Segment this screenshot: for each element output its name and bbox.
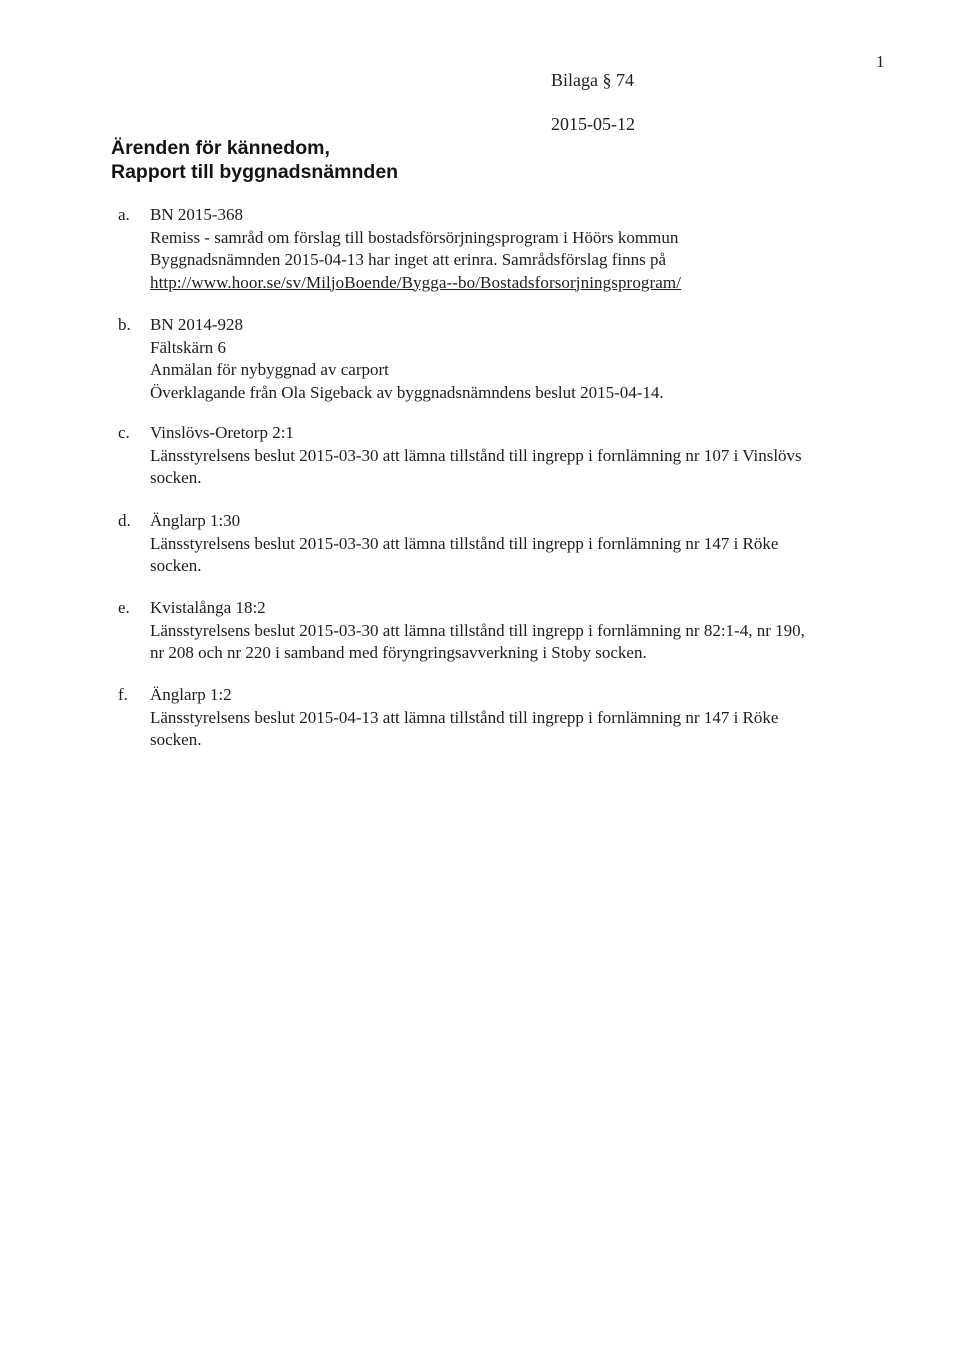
item-case-number: BN 2015-368 (150, 205, 244, 224)
item-text-line: Länsstyrelsens beslut 2015-03-30 att lämna tillstånd till ingrepp i fornlämning nr 147 i Röke (150, 533, 779, 553)
item-text-line: Överklagande från Ola Sigeback av byggnadsnämndens beslut 2015-04-14. (150, 382, 664, 402)
item-letter: a. (118, 205, 130, 224)
item-letter: b. (118, 315, 131, 334)
item-property: Änglarp 1:2 (150, 685, 232, 704)
list-item-b (118, 314, 878, 404)
item-text-line: Länsstyrelsens beslut 2015-03-30 att lämna tillstånd till ingrepp i fornlämning nr 82:1-4, nr 190, (150, 620, 805, 640)
document-title (111, 136, 398, 184)
title-line-1: Ärenden för kännedom, (111, 137, 330, 159)
title-line-2: Rapport till byggnadsnämnden (111, 161, 399, 183)
item-property: Änglarp 1:30 (150, 511, 241, 530)
item-letter: e. (118, 598, 130, 617)
item-property: Kvistalånga 18:2 (150, 598, 266, 617)
item-property: Vinslövs-Oretorp 2:1 (150, 423, 294, 442)
item-text-line: socken. (150, 556, 202, 575)
item-text-line: Fältskärn 6 (150, 337, 227, 357)
bostadsprogram-link[interactable]: http://www.hoor.se/sv/MiljoBoende/Bygga--bo/Bostadsforsorjningsprogram/ (150, 272, 682, 292)
item-letter: f. (118, 685, 128, 704)
item-text-line: socken. (150, 730, 202, 749)
list-item-a (118, 204, 878, 294)
item-text-line: Länsstyrelsens beslut 2015-04-13 att lämna tillstånd till ingrepp i fornlämning nr 147 i Röke (150, 707, 779, 727)
item-text-line: Remiss - samråd om förslag till bostadsförsörjningsprogram i Höörs kommun (150, 227, 679, 247)
item-text-line: Länsstyrelsens beslut 2015-03-30 att lämna tillstånd till ingrepp i fornlämning nr 107 i Vinslövs (150, 445, 802, 465)
list-item-f (118, 684, 878, 752)
item-text-line: nr 208 och nr 220 i samband med föryngringsavverkning i Stoby socken. (150, 643, 647, 662)
item-text-line: Byggnadsnämnden 2015-04-13 har inget att erinra. Samrådsförslag finns på (150, 250, 667, 269)
item-text-line: Anmälan för nybyggnad av carport (150, 360, 389, 379)
item-case-number: BN 2014-928 (150, 315, 244, 334)
list-item-e (118, 597, 878, 665)
document-date: 2015-05-12 (551, 114, 635, 134)
item-text-line: socken. (150, 468, 202, 487)
item-letter: c. (118, 423, 130, 442)
item-letter: d. (118, 511, 131, 530)
page-number: 1 (876, 52, 885, 71)
bilaga-reference: Bilaga § 74 (551, 70, 634, 90)
list-item-d (118, 510, 878, 578)
list-item-c (118, 422, 878, 490)
